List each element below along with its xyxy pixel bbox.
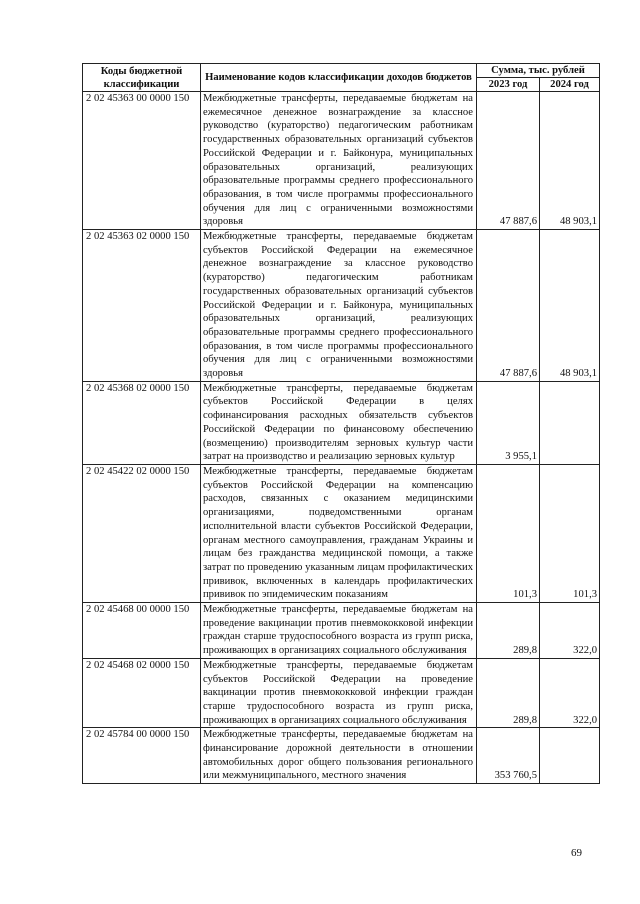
- row-code: 2 02 45468 00 0000 150: [83, 603, 201, 659]
- table-row: [83, 658, 600, 728]
- row-value-2024: 101,3: [540, 464, 600, 602]
- row-value-2024: [540, 381, 600, 464]
- row-name: Межбюджетные трансферты, передаваемые бюджетам на проведение вакцинации против пневмококковой инфекции граждан старше трудоспособного возраста из групп риска, проживающих в организациях социального обслуживания: [201, 603, 477, 659]
- row-value-2023: 47 887,6: [477, 92, 540, 230]
- table-row: [83, 381, 600, 464]
- row-value-2024: 48 903,1: [540, 92, 600, 230]
- row-name: Межбюджетные трансферты, передаваемые бюджетам субъектов Российской Федерации на проведение вакцинации против пневмококковой инфекции граждан старше трудоспособного возраста из групп риска, проживающих в организациях социального обслуживания: [201, 658, 477, 728]
- header-name: Наименование кодов классификации доходов бюджетов: [201, 64, 477, 92]
- budget-table: [82, 63, 600, 784]
- row-name: Межбюджетные трансферты, передаваемые бюджетам на ежемесячное денежное вознаграждение за классное руководство (кураторство) педагогическим работникам государственных образовательных организаций субъектов Российской Федерации и г. Байконура, муниципальных образовательных организаций, реализующих образовательные программы среднего профессионального образования, в том числе программы профессионального обучения для лиц с ограниченными возможностями здоровья: [201, 92, 477, 230]
- row-value-2023: 101,3: [477, 464, 540, 602]
- row-value-2023: 47 887,6: [477, 230, 540, 382]
- row-name: Межбюджетные трансферты, передаваемые бюджетам субъектов Российской Федерации на компенсацию расходов, связанных с оказанием медицинскими организациями, подведомственными органам исполнительной власти субъектов Российской Федерации, органам местного самоуправления, гражданам Украины и лицам без гражданства медицинской помощи, а также затрат по проведению указанным лицам профилактических прививок, включенных в календарь профилактических прививок по эпидемическим показаниям: [201, 464, 477, 602]
- row-value-2024: 48 903,1: [540, 230, 600, 382]
- row-code: 2 02 45784 00 0000 150: [83, 728, 201, 784]
- table-row: [83, 230, 600, 382]
- row-value-2023: 289,8: [477, 603, 540, 659]
- row-value-2024: [540, 728, 600, 784]
- row-code: 2 02 45363 02 0000 150: [83, 230, 201, 382]
- row-code: 2 02 45363 00 0000 150: [83, 92, 201, 230]
- row-name: Межбюджетные трансферты, передаваемые бюджетам на финансирование дорожной деятельности в отношении автомобильных дорог общего пользования регионального или межмуниципального, местного значения: [201, 728, 477, 784]
- row-code: 2 02 45368 02 0000 150: [83, 381, 201, 464]
- table-row: [83, 92, 600, 230]
- table-row: [83, 464, 600, 602]
- header-sum: Сумма, тыс. рублей: [477, 64, 600, 78]
- row-code: 2 02 45422 02 0000 150: [83, 464, 201, 602]
- table-header: [83, 64, 600, 92]
- header-year-2024: 2024 год: [540, 78, 600, 92]
- row-value-2023: 289,8: [477, 658, 540, 728]
- row-value-2023: 353 760,5: [477, 728, 540, 784]
- page-number: 69: [571, 847, 582, 859]
- row-value-2023: 3 955,1: [477, 381, 540, 464]
- row-name: Межбюджетные трансферты, передаваемые бюджетам субъектов Российской Федерации в целях софинансирования расходных обязательств субъектов Российской Федерации по финансовому обеспечению (возмещению) производителям зерновых культур части затрат на производство и реализацию зерновых культур: [201, 381, 477, 464]
- header-code: Коды бюджетной классификации: [83, 64, 201, 92]
- row-name: Межбюджетные трансферты, передаваемые бюджетам субъектов Российской Федерации на ежемесячное денежное вознаграждение за классное руководство (кураторство) педагогическим работникам государственных образовательных организаций субъектов Российской Федерации и г. Байконура, муниципальных образовательных организаций, реализующих образовательные программы среднего профессионального образования, в том числе программы профессионального обучения для лиц с ограниченными возможностями здоровья: [201, 230, 477, 382]
- row-value-2024: 322,0: [540, 658, 600, 728]
- table-row: [83, 603, 600, 659]
- table-row: [83, 728, 600, 784]
- row-value-2024: 322,0: [540, 603, 600, 659]
- row-code: 2 02 45468 02 0000 150: [83, 658, 201, 728]
- header-year-2023: 2023 год: [477, 78, 540, 92]
